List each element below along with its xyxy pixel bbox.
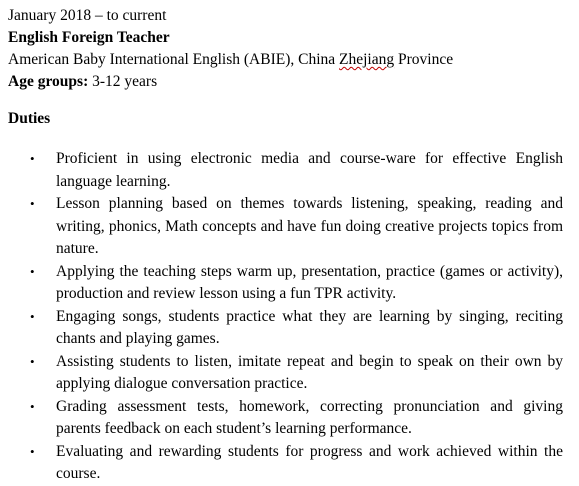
duty-text: Assisting students to listen, imitate repeat and begin to speak on their own by applying dialogue conversation practice. bbox=[56, 352, 563, 392]
employer-line bbox=[8, 49, 453, 71]
age-groups-label: Age groups: bbox=[8, 73, 89, 90]
bullet-icon: • bbox=[30, 196, 35, 211]
bullet-icon: • bbox=[30, 353, 35, 369]
employer-name: American Baby International English (ABIE), China bbox=[8, 51, 340, 68]
duty-item bbox=[0, 193, 563, 261]
duty-text: Lesson planning based on themes towards listening, speaking, reading and writing, phonics, Math concepts and have fun doing creative projects topics from nature. bbox=[56, 195, 563, 257]
employer-city: Zhejiang bbox=[339, 51, 395, 68]
duty-text: Applying the teaching steps warm up, presentation, practice (games or activity), production and review lesson using a fun TPR activity. bbox=[56, 262, 563, 302]
bullet-icon: • bbox=[30, 151, 35, 166]
bullet-icon: • bbox=[30, 263, 35, 279]
bullet-icon: • bbox=[30, 308, 35, 324]
duties-list bbox=[0, 148, 579, 486]
duty-item bbox=[0, 351, 563, 396]
duty-item bbox=[0, 306, 563, 351]
duty-text: Proficient in using electronic media and course-ware for effective English language learning. bbox=[56, 150, 563, 190]
duty-item bbox=[0, 148, 563, 193]
bullet-icon: • bbox=[30, 398, 35, 414]
age-groups-line bbox=[8, 71, 157, 93]
duty-item bbox=[0, 396, 563, 441]
duty-text: Engaging songs, students practice what they are learning by singing, reciting chants and playing games. bbox=[56, 307, 563, 347]
duty-item bbox=[0, 261, 563, 306]
job-title: English Foreign Teacher bbox=[8, 29, 170, 46]
employer-province: Province bbox=[394, 51, 454, 68]
employment-period: January 2018 – to current bbox=[8, 7, 167, 24]
duty-item bbox=[0, 441, 563, 486]
duties-heading: Duties bbox=[8, 110, 51, 127]
duty-text: Grading assessment tests, homework, correcting pronunciation and giving parents feedback on each student’s learning performance. bbox=[56, 397, 563, 437]
duty-text: Evaluating and rewarding students for progress and work achieved within the course. bbox=[56, 442, 563, 482]
age-groups-value: 3-12 years bbox=[88, 73, 158, 90]
bullet-icon: • bbox=[30, 443, 35, 459]
